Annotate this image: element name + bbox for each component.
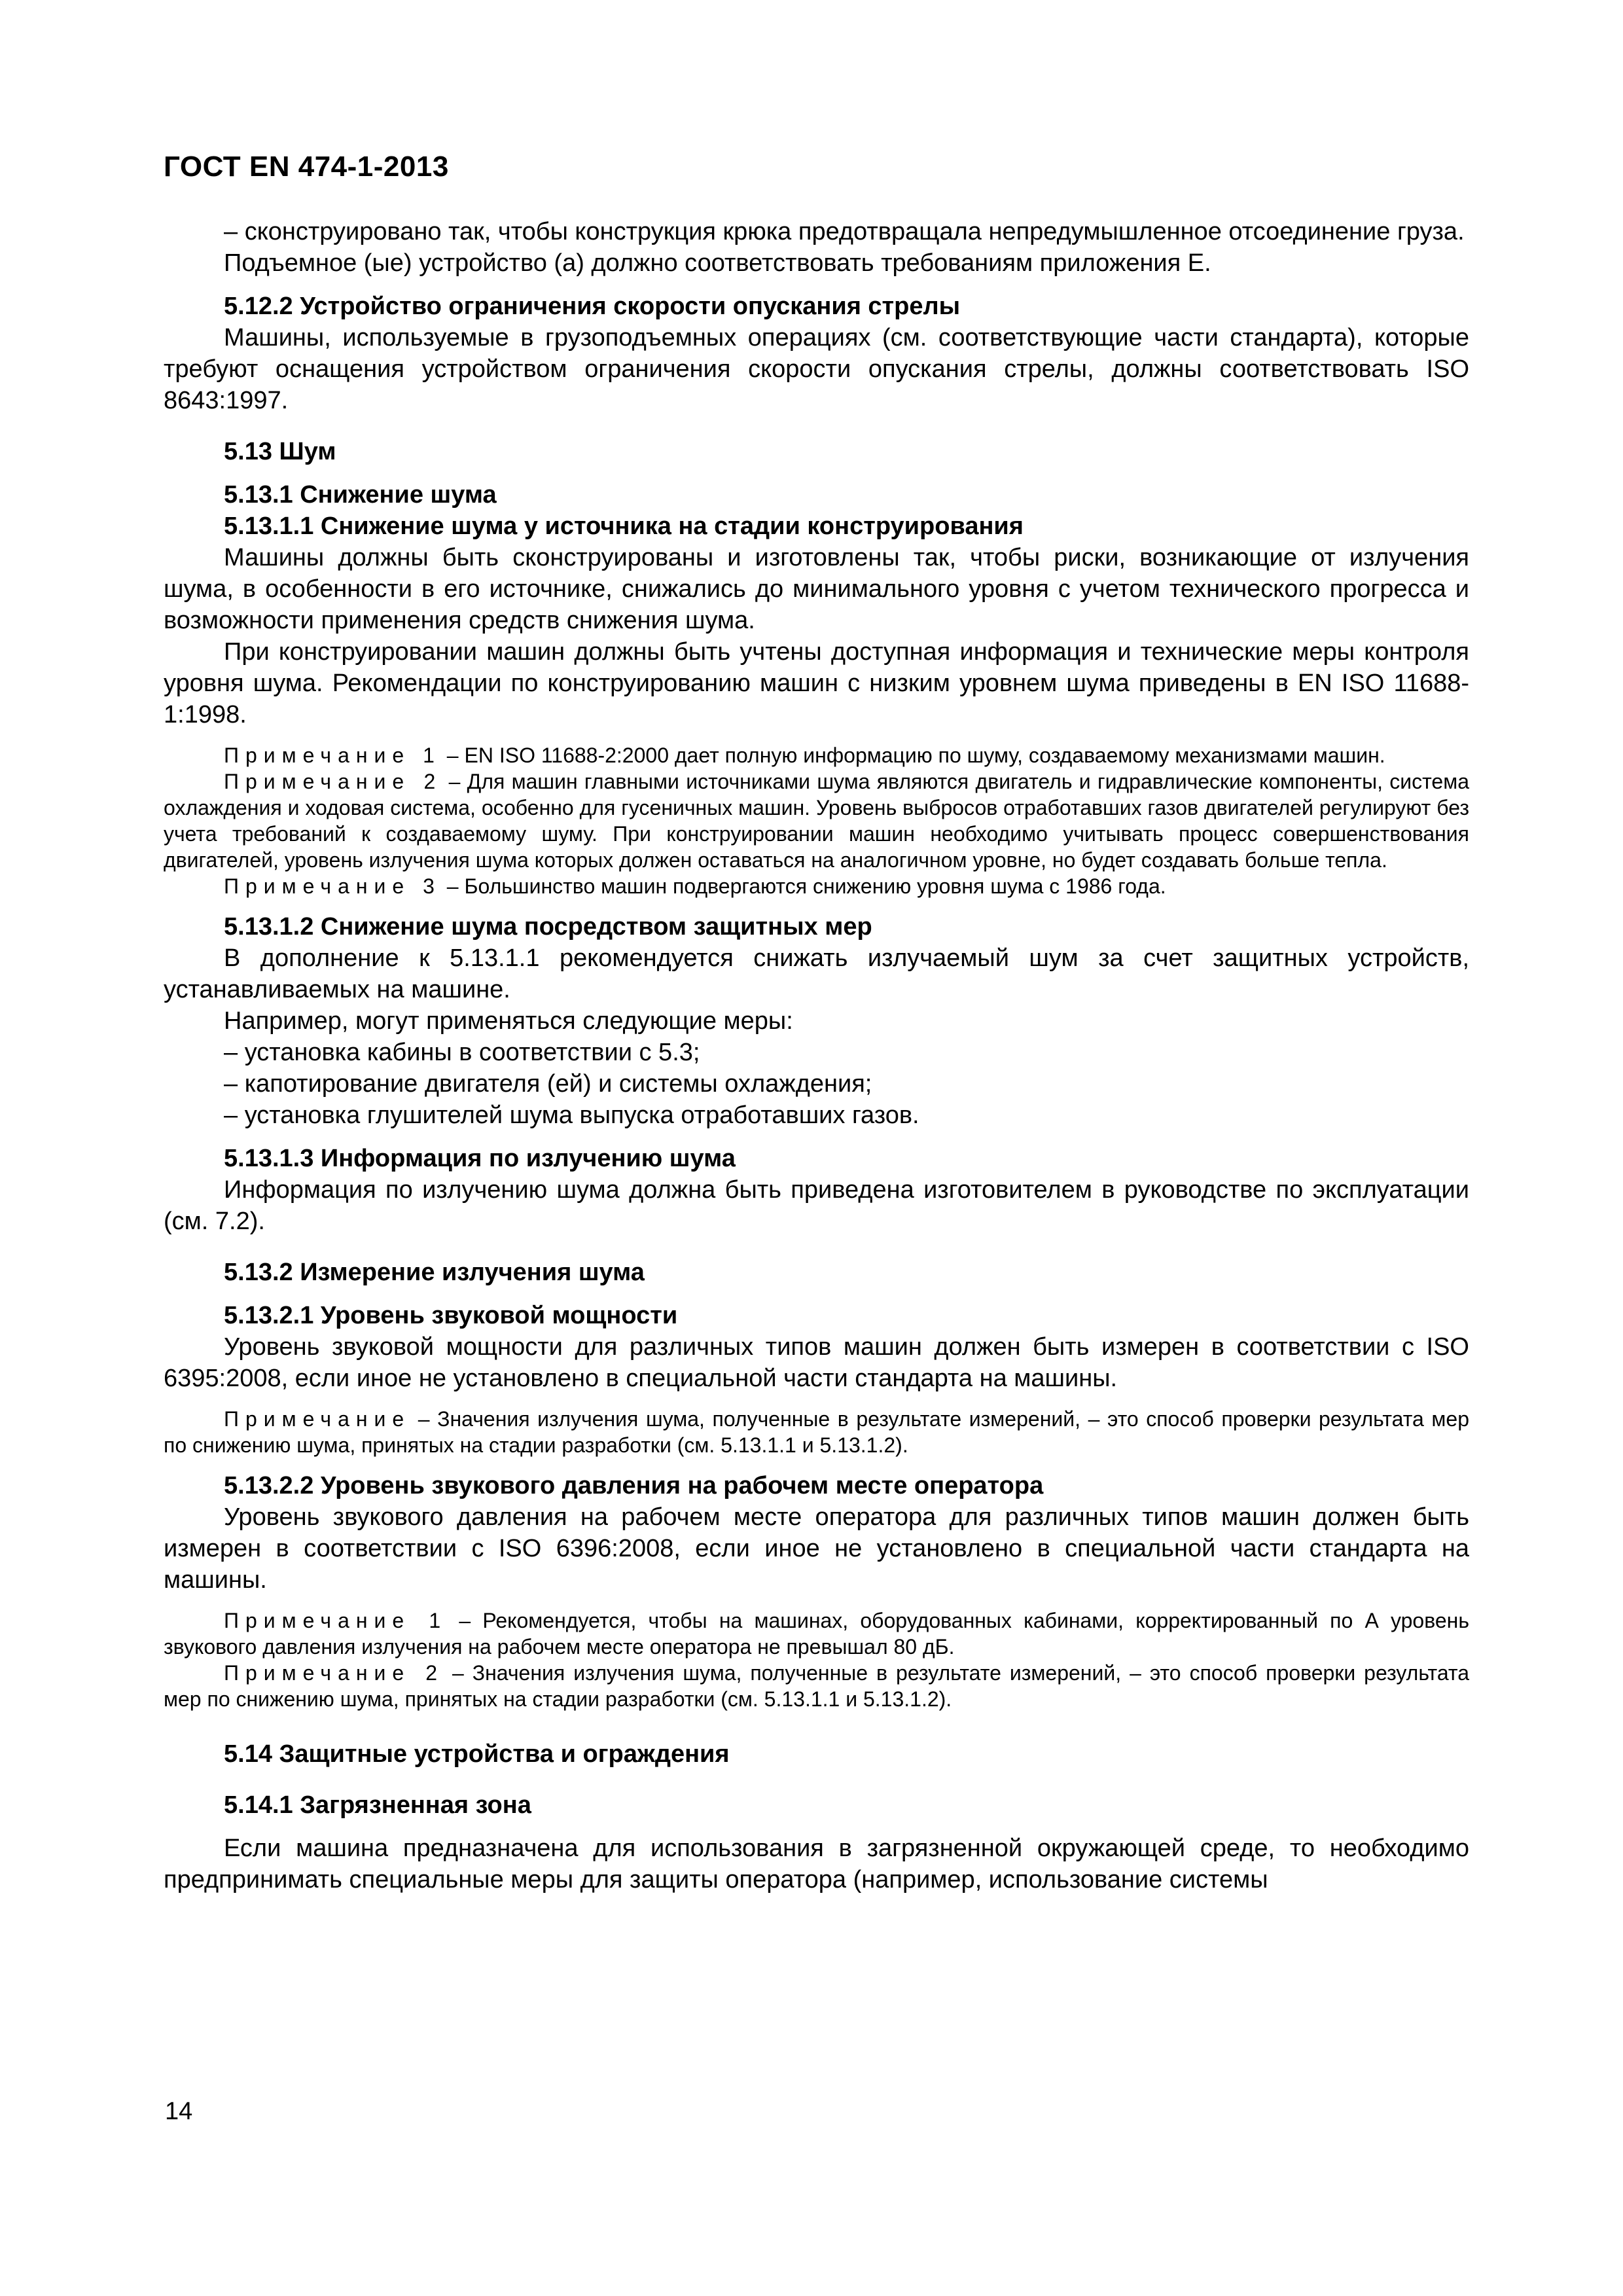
note-text: – Рекомендуется, чтобы на машинах, оборудованных кабинами, корректированный по А уровень звукового давления излучения на рабочем месте оператора не превышал 80 дБ. [164,1609,1470,1659]
standard-header: ГОСТ EN 474-1-2013 [164,151,449,183]
list-item: – установка кабины в соответствии с 5.3; [224,1039,700,1066]
note [164,1406,1469,1458]
paragraph: Например, могут применяться следующие меры: [224,1007,793,1035]
section-heading-5-12-2: 5.12.2 Устройство ограничения скорости опускания стрелы [224,293,961,320]
note [164,1660,1469,1712]
section-heading-5-13: 5.13 Шум [224,438,336,465]
note-label: Примечание 1 [224,744,441,767]
section-heading-5-13-1-3: 5.13.1.3 Информация по излучению шума [224,1145,736,1172]
note [164,742,1469,768]
section-heading-5-14: 5.14 Защитные устройства и ограждения [224,1740,730,1768]
note-label: Примечание [224,1407,411,1431]
note-label: Примечание 2 [224,1661,444,1685]
note-text: – Для машин главными источниками шума являются двигатель и гидравлические компоненты, система охлаждения и ходовая система, особенно для гусеничных машин. Уровень выбросов отработавших газов двигателей регулируют без учета требований к создаваемому шуму. При конструировании машин необходимо учитывать процесс совершенствования двигателей, уровень излучения шума которых должен оставаться на аналогичном уровне, но будет создавать больше тепла. [164,770,1470,872]
paragraph: Информация по излучению шума должна быть приведена изготовителем в руководстве по эксплуатации (см. 7.2). [164,1176,1469,1235]
paragraph: Машины, используемые в грузоподъемных операциях (см. соответствующие части стандарта), которые требуют оснащения устройством ограничения скорости опускания стрелы, должны соответствовать ISO 8643:1997. [164,324,1469,414]
note-text: – EN ISO 11688-2:2000 дает полную информацию по шуму, создаваемому механизмами машин. [440,744,1385,767]
paragraph: – сконструировано так, чтобы конструкция крюка предотвращала непредумышленное отсоединение груза. [224,218,1465,245]
section-heading-5-13-1-2: 5.13.1.2 Снижение шума посредством защитных мер [224,913,872,941]
note-label: Примечание 2 [224,770,442,793]
section-heading-5-13-2-1: 5.13.2.1 Уровень звуковой мощности [224,1302,678,1329]
paragraph: Подъемное (ые) устройство (а) должно соответствовать требованиям приложения Е. [224,249,1211,277]
note-text: – Значения излучения шума, полученные в результате измерений, – это способ проверки результата мер по снижению шума, принятых на стадии разработки (см. 5.13.1.1 и 5.13.1.2). [164,1407,1469,1457]
section-heading-5-13-1-1: 5.13.1.1 Снижение шума у источника на стадии конструирования [224,512,1024,540]
note [164,1607,1469,1660]
paragraph: Машины должны быть сконструированы и изготовлены так, чтобы риски, возникающие от излучения шума, в особенности в его источнике, снижались до минимального уровня с учетом технического прогресса и возможности применения средств снижения шума. [164,544,1469,634]
note-label: Примечание 3 [224,874,441,898]
note [164,873,1469,899]
document-page [164,151,1469,1895]
note [164,768,1469,873]
paragraph: В дополнение к 5.13.1.1 рекомендуется снижать излучаемый шум за счет защитных устройств, устанавливаемых на машине. [164,944,1469,1003]
list-item: – капотирование двигателя (ей) и системы охлаждения; [224,1070,872,1098]
paragraph: Уровень звукового давления на рабочем месте оператора для различных типов машин должен быть измерен в соответствии с ISO 6396:2008, если иное не установлено в специальной части стандарта на машины. [164,1503,1469,1594]
paragraph: При конструировании машин должны быть учтены доступная информация и технические меры контроля уровня шума. Рекомендации по конструированию машин с низким уровнем шума приведены в EN ISO 11688-1:1998. [164,638,1469,728]
section-heading-5-13-1: 5.13.1 Снижение шума [224,481,497,509]
note-text: – Большинство машин подвергаются снижению уровня шума с 1986 года. [440,874,1166,898]
paragraph: Уровень звуковой мощности для различных типов машин должен быть измерен в соответствии с ISO 6395:2008, если иное не установлено в специальной части стандарта на машины. [164,1333,1469,1392]
page-number: 14 [165,2098,193,2125]
list-item: – установка глушителей шума выпуска отработавших газов. [224,1102,919,1129]
note-label: Примечание 1 [224,1609,448,1632]
section-heading-5-13-2-2: 5.13.2.2 Уровень звукового давления на рабочем месте оператора [224,1472,1044,1499]
section-heading-5-13-2: 5.13.2 Измерение излучения шума [224,1259,645,1286]
paragraph: Если машина предназначена для использования в загрязненной окружающей среде, то необходимо предпринимать специальные меры для защиты оператора (например, использование системы [164,1835,1469,1893]
note-text: – Значения излучения шума, полученные в результате измерений, – это способ проверки результата мер по снижению шума, принятых на стадии разработки (см. 5.13.1.1 и 5.13.1.2). [164,1661,1469,1711]
section-heading-5-14-1: 5.14.1 Загрязненная зона [224,1791,531,1819]
